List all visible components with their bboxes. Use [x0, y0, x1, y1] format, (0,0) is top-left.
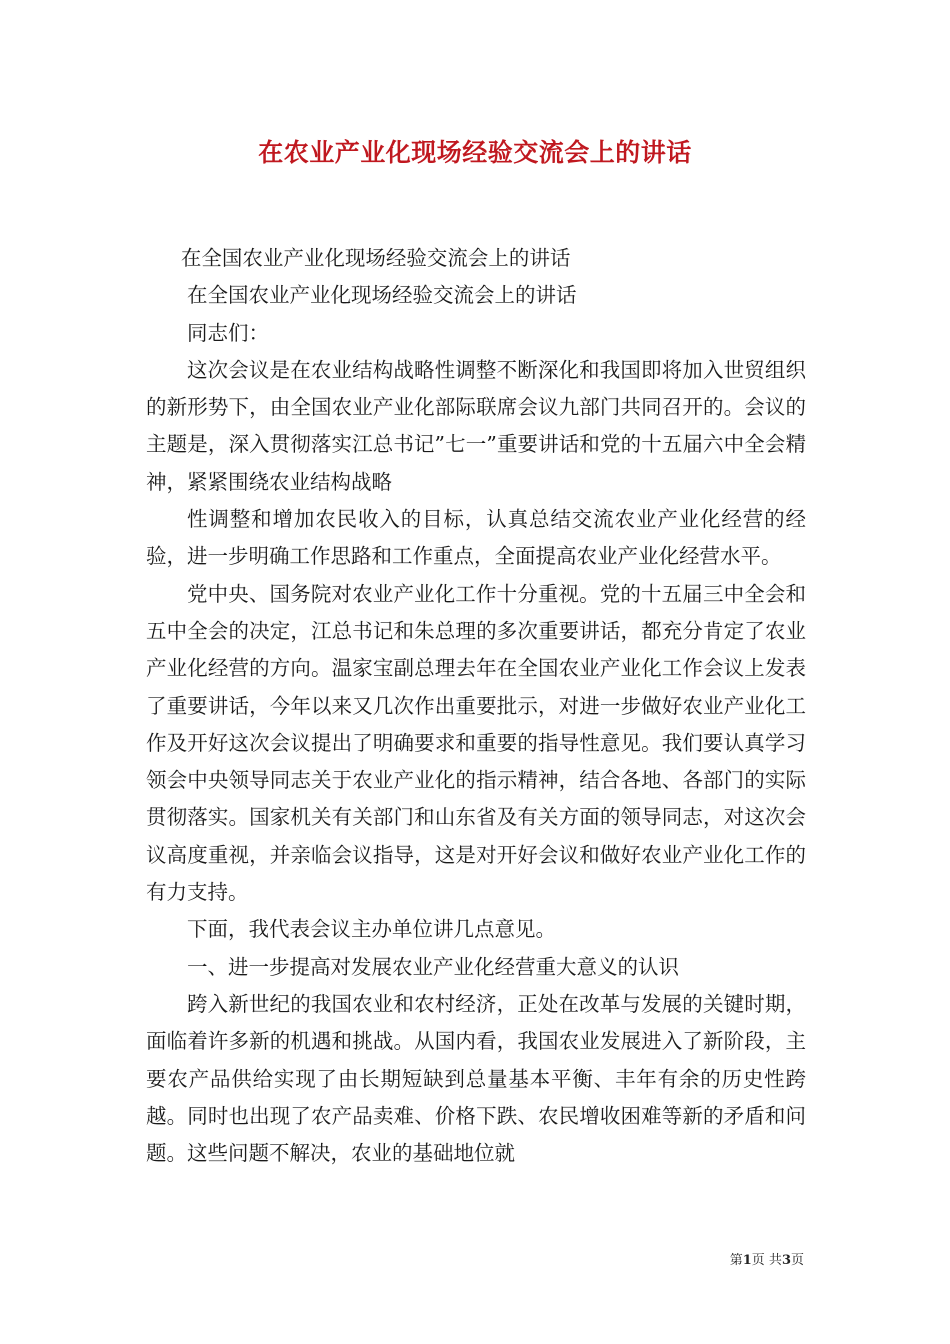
- page-prefix: 第: [729, 1253, 743, 1268]
- document-body: [146, 240, 806, 1172]
- section-heading: 一、进一步提高对发展农业产业化经营重大意义的认识: [187, 954, 679, 979]
- body-paragraph: 党中央、国务院对农业产业化工作十分重视。党的十五届三中全会和五中全会的决定，江总书记和朱总理的多次重要讲话，都充分肯定了农业产业化经营的方向。温家宝副总理去年在全国农业产业化工作会议上发表了重要讲话，今年以来又几次作出重要批示，对进一步做好农业产业化工作及开好这次会议提出了明确要求和重要的指导性意见。我们要认真学习领会中央领导同志关于农业产业化的指示精神，结合各地、各部门的实际贯彻落实。国家机关有关部门和山东省及有关方面的领导同志，对这次会议高度重视，并亲临会议指导，这是对开好会议和做好农业产业化工作的有力支持。: [146, 581, 806, 905]
- body-paragraph: 跨入新世纪的我国农业和农村经济，正处在改革与发展的关键时期，面临着许多新的机遇和挑战。从国内看，我国农业发展进入了新阶段，主要农产品供给实现了由长期短缺到总量基本平衡、丰年有余的历史性跨越。同时也出现了农产品卖难、价格下跌、农民增收困难等新的矛盾和问题。这些问题不解决，农业的基础地位就: [146, 991, 806, 1166]
- page-current: 1: [742, 1253, 752, 1268]
- subtitle-line-repeat: 在全国农业产业化现场经验交流会上的讲话: [187, 283, 577, 308]
- body-paragraph: 性调整和增加农民收入的目标，认真总结交流农业产业化经营的经验，进一步明确工作思路和工作重点，全面提高农业产业化经营水平。: [146, 507, 806, 569]
- document-title: 在农业产业化现场经验交流会上的讲话: [258, 138, 692, 167]
- page-number: [730, 1249, 804, 1268]
- page-total: 3: [781, 1253, 791, 1268]
- body-paragraph: 这次会议是在农业结构战略性调整不断深化和我国即将加入世贸组织的新形势下，由全国农业产业化部际联席会议九部门共同召开的。会议的主题是，深入贯彻落实江总书记”七一”重要讲话和党的十五届六中全会精神，紧紧围绕农业结构战略: [146, 357, 806, 494]
- page-middle: 页 共: [751, 1253, 782, 1268]
- body-paragraph: 下面，我代表会议主办单位讲几点意见。: [187, 917, 556, 942]
- page-suffix: 页: [790, 1253, 804, 1268]
- salutation: 同志们：: [187, 320, 269, 345]
- subtitle-line: 在全国农业产业化现场经验交流会上的讲话: [180, 246, 571, 270]
